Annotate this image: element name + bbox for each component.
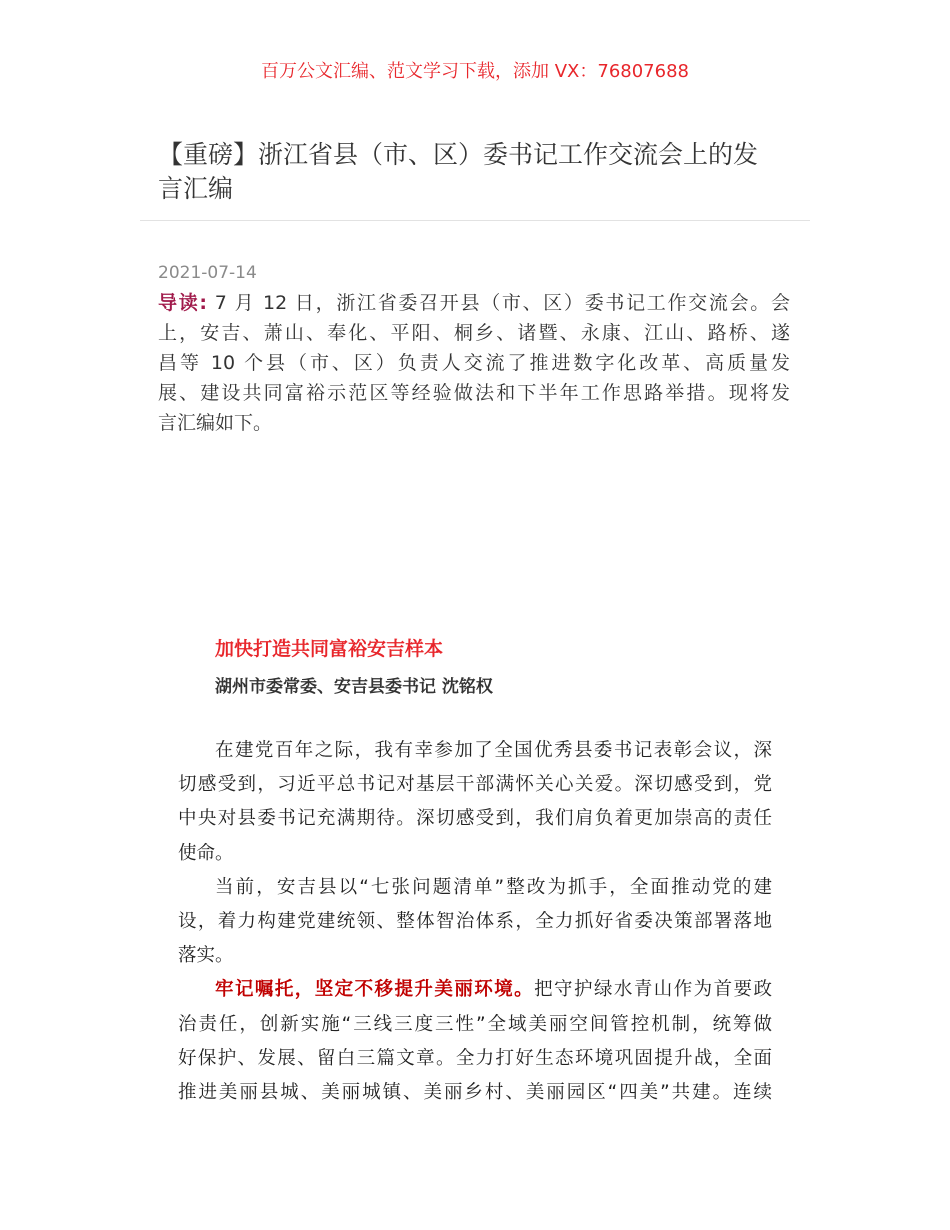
section-title: 加快打造共同富裕安吉样本	[215, 638, 444, 660]
intro-line: 展、建设共同富裕示范区等经验做法和下半年工作思路举措。现将发	[158, 382, 790, 404]
body-line: 在建党百年之际，我有幸参加了全国优秀县委书记表彰会议，深	[215, 740, 772, 761]
watermark-banner: 百万公文汇编、范文学习下载，添加 VX：76807688	[261, 61, 689, 82]
body-line: 使命。	[178, 842, 234, 864]
highlight-heading: 牢记嘱托，坚定不移提升美丽环境。	[215, 979, 535, 1001]
body-line: 治责任，创新实施“三线三度三性”全域美丽空间管控机制，统筹做	[178, 1013, 772, 1035]
page-title	[158, 138, 798, 206]
body-line	[178, 973, 772, 1007]
intro-line	[158, 288, 790, 318]
body-line: 当前，安吉县以“七张问题清单”整改为抓手，全面推动党的建	[215, 876, 772, 898]
body-text: 把守护绿水青山作为首要政	[534, 979, 772, 1001]
body-line: 切感受到，习近平总书记对基层干部满怀关心关爱。深切感受到，党	[178, 774, 772, 796]
intro-paragraph	[158, 288, 790, 438]
article-body	[178, 734, 772, 1110]
body-line: 设，着力构建党建统领、整体智治体系，全力抓好省委决策部署落地	[178, 911, 772, 933]
intro-label: 导读:	[158, 292, 207, 314]
body-line: 推进美丽县城、美丽城镇、美丽乡村、美丽园区“四美”共建。连续	[178, 1082, 772, 1104]
body-line: 中央对县委书记充满期待。深切感受到，我们肩负着更加崇高的责任	[178, 808, 772, 830]
section-author: 湖州市委常委、安吉县委书记 沈铭权	[215, 677, 493, 697]
intro-line: 言汇编如下。	[158, 412, 273, 434]
title-line: 言汇编	[158, 174, 234, 203]
intro-line: 上，安吉、萧山、奉化、平阳、桐乡、诸暨、永康、江山、路桥、遂	[158, 322, 790, 344]
title-line: 【重磅】浙江省县（市、区）委书记工作交流会上的发	[158, 140, 759, 169]
intro-line: 昌等 10 个县（市、区）负责人交流了推进数字化改革、高质量发	[158, 352, 790, 374]
intro-text: 7 月 12 日，浙江省委召开县（市、区）委书记工作交流会。会	[207, 292, 790, 314]
body-line: 好保护、发展、留白三篇文章。全力打好生态环境巩固提升战，全面	[178, 1047, 772, 1069]
publish-date: 2021-07-14	[158, 263, 257, 283]
body-line: 落实。	[178, 945, 234, 967]
divider	[140, 220, 810, 221]
